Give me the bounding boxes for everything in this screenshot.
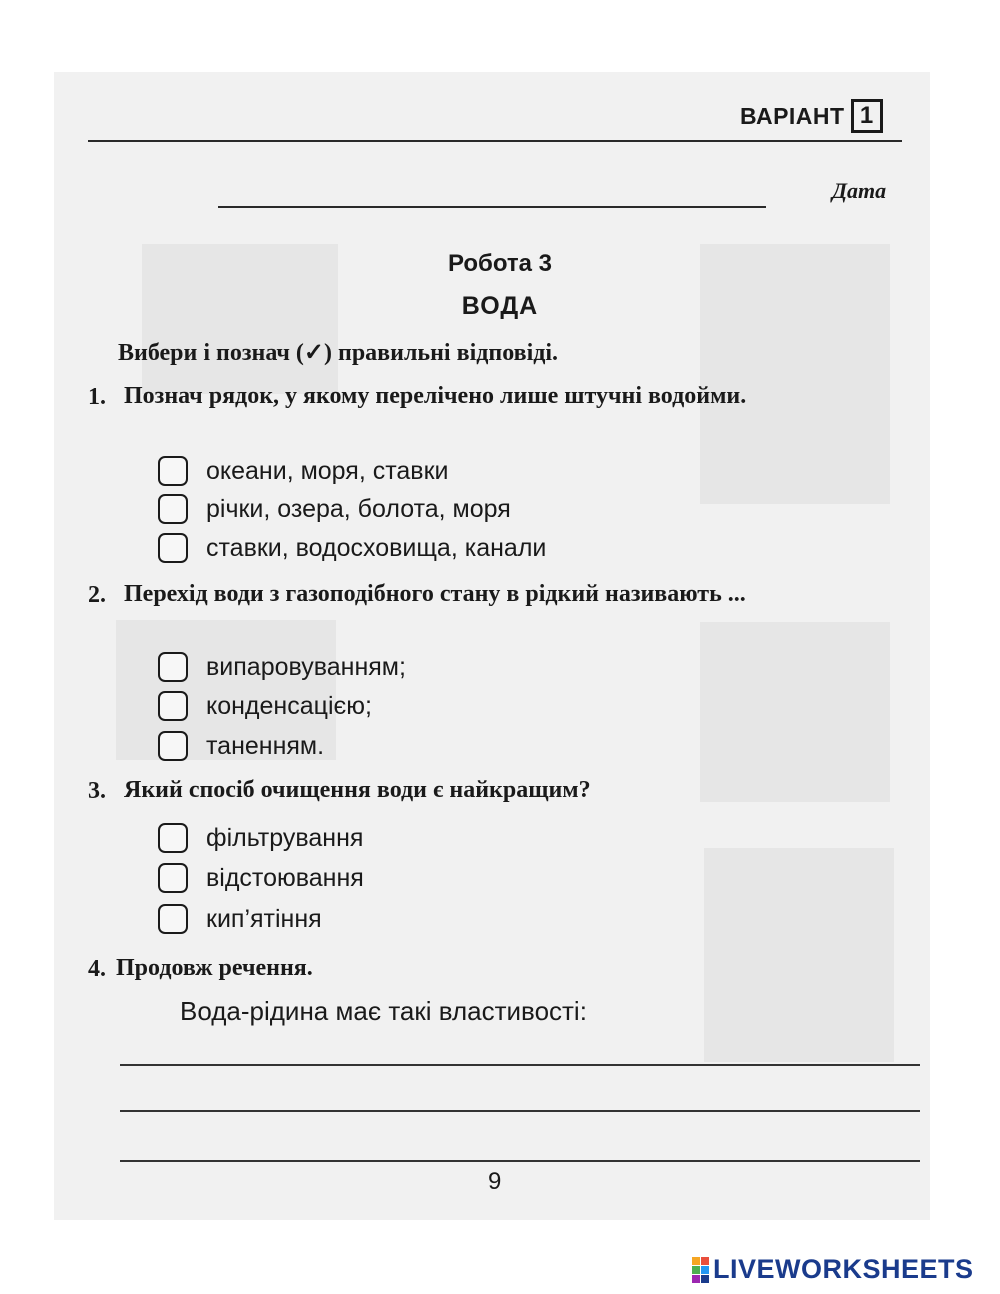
answer-option	[158, 689, 372, 723]
option-label: ставки, водосховища, канали	[206, 533, 547, 562]
answer-option	[158, 454, 449, 488]
liveworksheets-logo	[692, 1254, 974, 1285]
answer-checkbox[interactable]	[158, 863, 188, 893]
answer-checkbox[interactable]	[158, 456, 188, 486]
date-label: Дата	[832, 178, 887, 203]
answer-option	[158, 902, 322, 936]
question-number: 3.	[88, 778, 106, 804]
variant-label: ВАРІАНТ	[740, 102, 845, 129]
page-number: 9	[488, 1168, 502, 1195]
question-text: Перехід води з газоподібного стану в рідкий називають ...	[124, 581, 746, 607]
answer-option	[158, 531, 546, 565]
date-line	[218, 206, 766, 208]
option-label: таненням.	[206, 731, 325, 760]
question-number: 2.	[88, 582, 106, 608]
option-label: океани, моря, ставки	[206, 456, 449, 485]
logo-text: LIVEWORKSHEETS	[713, 1254, 974, 1284]
answer-option	[158, 821, 363, 855]
answer-checkbox[interactable]	[158, 731, 188, 761]
question-text: Який спосіб очищення води є найкращим?	[124, 777, 591, 803]
answer-line[interactable]	[120, 1064, 920, 1066]
logo-icon	[692, 1257, 709, 1283]
answer-checkbox[interactable]	[158, 494, 188, 524]
answer-option	[158, 650, 406, 684]
option-label: випаровуванням;	[206, 652, 406, 681]
answer-option	[158, 861, 364, 895]
variant-badge	[740, 96, 883, 136]
question-number: 1.	[88, 384, 106, 410]
work-title: Робота 3	[447, 250, 553, 277]
answer-option	[158, 492, 511, 526]
instruction: Вибери і познач (✓) правильні відповіді.	[118, 340, 559, 366]
question-number: 4.	[88, 956, 106, 982]
answer-line[interactable]	[120, 1160, 920, 1162]
option-label: відстоювання	[206, 863, 364, 892]
worksheet-page	[54, 72, 930, 1220]
answer-checkbox[interactable]	[158, 823, 188, 853]
option-label: кип’ятіння	[206, 904, 322, 933]
answer-checkbox[interactable]	[158, 691, 188, 721]
sentence-prompt: Вода-рідина має такі властивості:	[180, 996, 587, 1026]
answer-checkbox[interactable]	[158, 533, 188, 563]
option-label: річки, озера, болота, моря	[206, 494, 511, 523]
answer-checkbox[interactable]	[158, 652, 188, 682]
option-label: конденсацією;	[206, 691, 372, 720]
bleed-through-image	[700, 244, 890, 504]
question-text: Познач рядок, у якому перелічено лише штучні водойми.	[124, 383, 747, 409]
answer-option	[158, 729, 324, 763]
option-label: фільтрування	[206, 823, 364, 852]
answer-checkbox[interactable]	[158, 904, 188, 934]
header-rule	[88, 140, 902, 142]
topic-title: ВОДА	[461, 292, 539, 320]
answer-line[interactable]	[120, 1110, 920, 1112]
variant-number: 1	[851, 99, 883, 133]
question-text: Продовж речення.	[116, 955, 313, 981]
bleed-through-image	[704, 848, 894, 1062]
